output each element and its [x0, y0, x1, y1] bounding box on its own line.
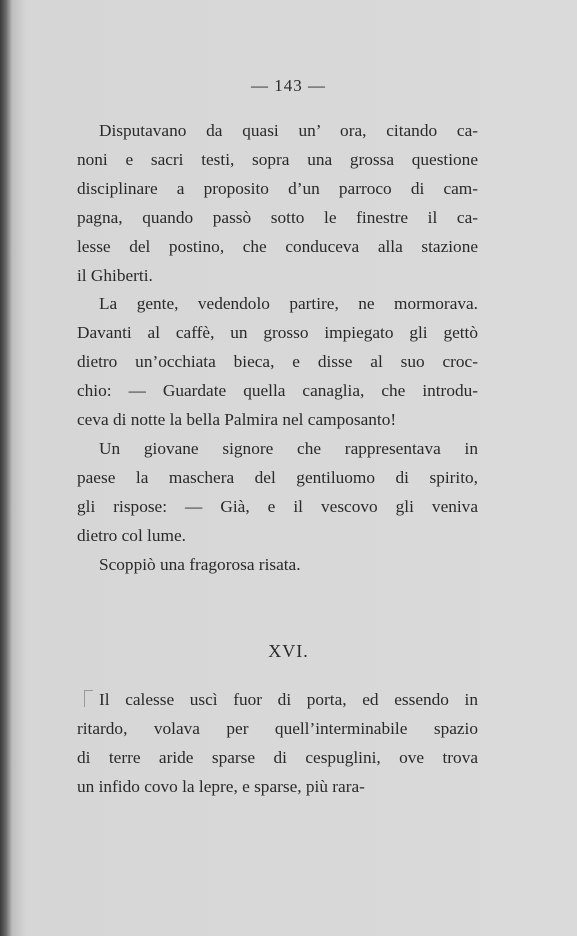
paragraph: [77, 551, 478, 580]
page-number: — 143 —: [251, 76, 326, 95]
text-line: Davanti al caffè, un grosso impiegato gli gettò: [77, 323, 478, 343]
text-line: dietro col lume.: [77, 525, 186, 545]
text-line: Disputavano da quasi un’ ora, citando ca-: [99, 121, 478, 140]
text-line: paese la maschera del gentiluomo di spirito,: [77, 467, 478, 487]
paragraph: [77, 686, 478, 802]
text-line: dietro un’occhiata bieca, e disse al suo croc-: [77, 352, 478, 372]
text-line: Il calesse uscì fuor di porta, ed essendo in: [99, 690, 478, 709]
text-section: [77, 117, 478, 580]
text-line: un infido covo la lepre, e sparse, più rara-: [77, 776, 365, 796]
text-line: ceva di notte la bella Palmira nel camposanto!: [77, 410, 397, 430]
text-line: chio: — Guardate quella canaglia, che introdu-: [77, 381, 478, 401]
text-line: disciplinare a proposito d’un parroco di cam-: [77, 178, 478, 198]
paragraph: [77, 435, 478, 551]
text-line: pagna, quando passò sotto le finestre il ca-: [77, 207, 478, 227]
text-line: ritardo, volava per quell’interminabile spazio: [77, 718, 478, 738]
paragraph: [77, 117, 478, 290]
chapter-text-section: [77, 686, 478, 802]
text-line: il Ghiberti.: [77, 265, 153, 285]
text-line: lesse del postino, che conduceva alla stazione: [77, 236, 478, 256]
text-line: Un giovane signore che rappresentava in: [99, 438, 478, 458]
text-line: gli rispose: — Già, e il vescovo gli veniva: [77, 496, 478, 516]
text-line: Scoppiò una fragorosa risata.: [99, 554, 301, 574]
text-line: La gente, vedendolo partire, ne mormorava.: [99, 294, 478, 314]
text-line: noni e sacri testi, sopra una grossa questione: [77, 149, 478, 169]
text-line: di terre aride sparse di cespuglini, ove trova: [77, 747, 478, 767]
paragraph: [77, 290, 478, 435]
chapter-heading: XVI.: [268, 641, 309, 661]
